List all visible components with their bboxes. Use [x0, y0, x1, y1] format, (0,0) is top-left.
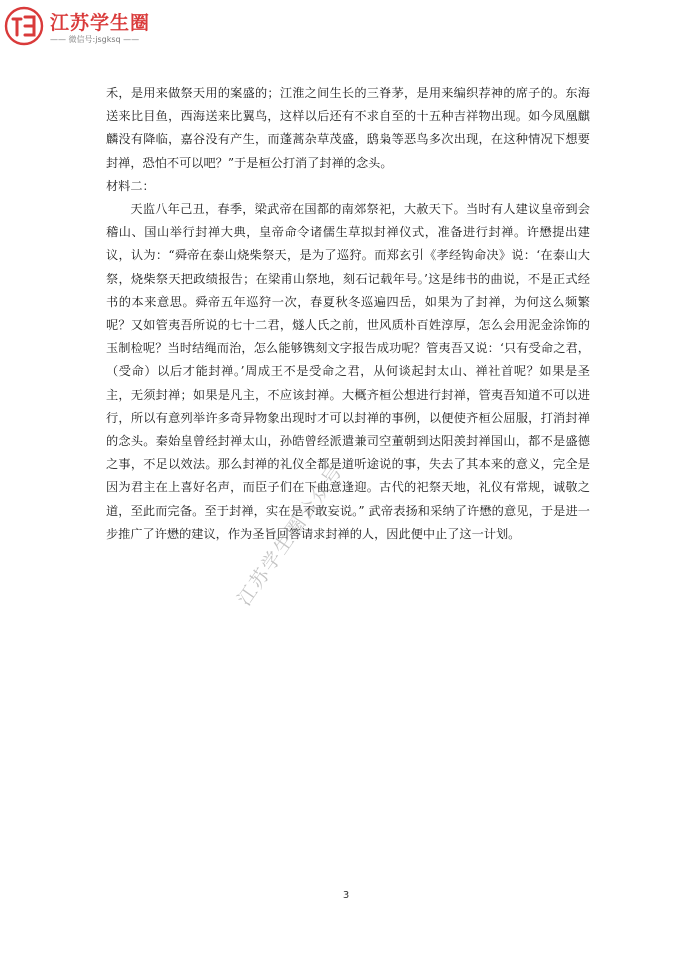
watermark: 江苏学生圈公众号 [233, 459, 348, 610]
paragraph-continuation: 禾，是用来做祭天用的案盛的；江淮之间生长的三脊茅，是用来编织荐神的席子的。东海送来比目鱼，西海送来比翼鸟，这样以后还有不求自至的十五种吉祥物出现。如今凤凰麒麟没有降临，嘉谷没有产生，而蓬蒿杂草茂盛，鸱枭等恶鸟多次出现，在这种情况下想要封禅，恐怕不可以吧？”于是桓公打消了封禅的念头。 [106, 86, 590, 170]
jiangsu-student-circle-logo-icon [4, 6, 44, 46]
document-body [106, 82, 590, 546]
section-heading-material-two: 材料二： [106, 178, 155, 193]
logo-subtitle: —— 微信号:jsgksq —— [50, 35, 140, 44]
site-logo [4, 4, 164, 48]
logo-name: 江苏学生圈 [50, 12, 151, 34]
page-number: 3 [342, 890, 350, 901]
paragraph-material-two: 天监八年己丑，春季，梁武帝在国都的南郊祭祀，大赦天下。当时有人建议皇帝到会稽山、国山举行封禅大典，皇帝命令诸儒生草拟封禅仪式，准备进行封禅。许懋提出建议，认为：“舜帝在泰山烧柴祭天，是为了巡狩。而郑玄引《孝经钩命决》说：‘在泰山大祭，烧柴祭天把政绩报告；在梁甫山祭地，刻石记载年号。’这是纬书的曲说，不是正式经书的本来意思。舜帝五年巡狩一次，春夏秋冬巡遍四岳，如果为了封禅，为何这么频繁呢？又如管夷吾所说的七十二君，燧人氏之前，世风质朴百姓淳厚，怎么会用泥金涂饰的玉制检呢？当时结绳而治，怎么能够镌刻文字报告成功呢？管夷吾又说：‘只有受命之君，（受命）以后才能封禅。’周成王不是受命之君，从何谈起封太山、禅社首呢？如果是圣主，无须封禅；如果是凡主，不应该封禅。大概齐桓公想进行封禅，管夷吾知道不可以进行，所以有意列举许多奇异物象出现时才可以封禅的事例，以便使齐桓公屈服，打消封禅的念头。秦始皇曾经封禅太山，孙皓曾经派遣兼司空董朝到达阳羡封禅国山，都不是盛德之事，不足以效法。那么封禅的礼仪全都是道听途说的事，失去了其本来的意义，完全是因为君主在上喜好名声，而臣子们在下曲意逢迎。古代的祀祭天地，礼仪有常规，诚敬之道，至此而完备。至于封禅，实在是不敢妄说。” 武帝表扬和采纳了许懋的意见，于是进一步推广了许懋的建议，作为圣旨回答请求封禅的人，因此便中止了这一计划。 [106, 202, 590, 541]
